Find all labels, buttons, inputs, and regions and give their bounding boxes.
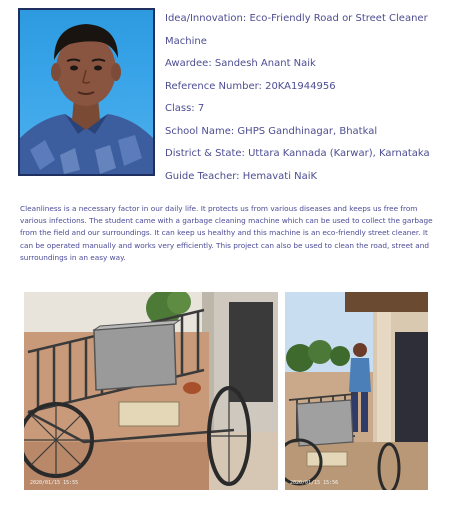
awardee-info	[165, 8, 460, 188]
cart-photo-2	[285, 292, 428, 490]
photo-1-timestamp: 2020/01/15 15:55	[30, 480, 79, 486]
school-name: School Name: GHPS Gandhinagar, Bhatkal	[165, 125, 378, 137]
class-label: Class: 7	[165, 103, 205, 114]
reference-number: Reference Number: 20KA1944956	[165, 80, 336, 92]
idea-line-1: Idea/Innovation: Eco-Friendly Road or Street Cleaner	[165, 13, 428, 24]
cart-photo-1-illustration	[24, 292, 278, 490]
awardee-portrait	[18, 8, 155, 176]
district-state: District & State: Uttara Kannada (Karwar), Karnataka	[165, 148, 430, 159]
project-description: Cleanliness is a necessary factor in our daily life. It protects us from various diseases and keeps us free from various infections. The student came with a garbage cleaning machine which can be used to collect the garbage from the field and our surroundings. It can keep us healthy and this machine is an eco-friendly street cleaner. It can be operated manually and works very efficiently. This project can also be used to clean the road, street and surroundings in an easy way.	[20, 204, 433, 262]
portrait-illustration	[20, 10, 153, 174]
idea-line-2: Machine	[165, 35, 207, 47]
cart-photo-1	[24, 292, 278, 490]
photo-2-timestamp: 2020/01/15 15:56	[290, 480, 339, 486]
guide-teacher: Guide Teacher: Hemavati NaiK	[165, 170, 318, 182]
cart-photo-2-illustration	[285, 292, 428, 490]
awardee-name: Awardee: Sandesh Anant Naik	[165, 58, 316, 69]
